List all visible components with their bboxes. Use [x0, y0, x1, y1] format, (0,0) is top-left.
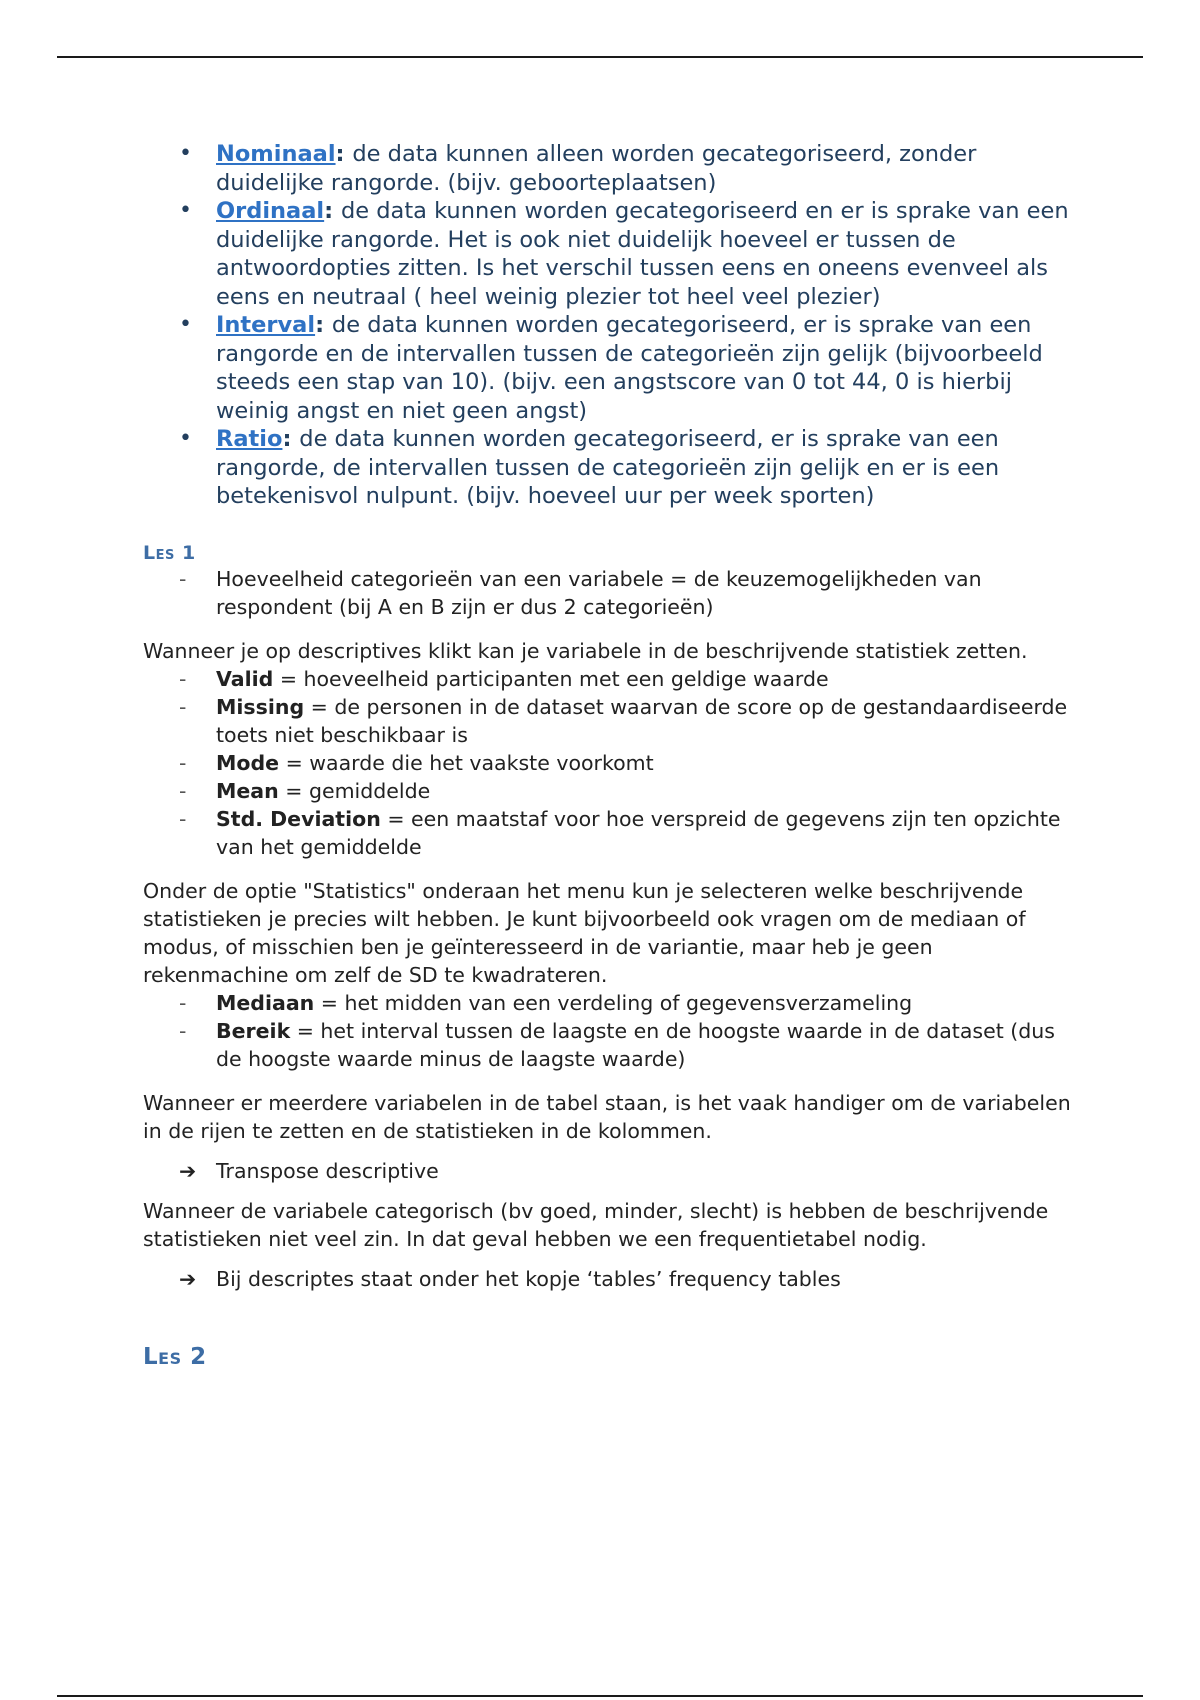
measurement-levels-list — [143, 140, 1073, 511]
dash-icon: - — [179, 806, 187, 831]
arrow-icon: ➔ — [179, 1266, 197, 1291]
arrow-icon: ➔ — [179, 1158, 197, 1183]
term-link[interactable]: Nominaal — [216, 141, 336, 167]
dash-icon: - — [179, 750, 187, 775]
term-link[interactable]: Ratio — [216, 426, 283, 452]
descriptives-definitions — [143, 665, 1073, 861]
section-heading-les-2: Les 2 — [143, 1343, 207, 1370]
header-rule — [57, 56, 1143, 58]
list-item: • Ordinaal: de data kunnen worden gecategoriseerd en er is sprake van een duidelijke rangorde. Het is ook niet duidelijk hoeveel er tussen de antwoordopties zitten. Is het verschil tussen eens en oneens evenveel als eens en neutraal ( heel weinig plezier tot heel veel plezier) — [179, 198, 1069, 310]
list-item: • Ratio: de data kunnen worden gecategoriseerd, er is sprake van een rangorde, de intervallen tussen de categorieën zijn gelijk en er is een betekenisvol nulpunt. (bijv. hoeveel uur per week sporten) — [179, 426, 1000, 509]
dash-icon: - — [179, 694, 187, 719]
list-item: - Missing = de personen in de dataset waarvan de score op de gestandaardiseerde toets niet beschikbaar is — [179, 694, 1068, 747]
list-item: - Hoeveelheid categorieën van een variabele = de keuzemogelijkheden van respondent (bij A en B zijn er dus 2 categorieën) — [179, 566, 982, 619]
arrow-item: ➔ Transpose descriptive — [179, 1158, 439, 1183]
list-item: - Mode = waarde die het vaakste voorkomt — [179, 750, 654, 775]
arrow-item: ➔ Bij descriptes staat onder het kopje ‘tables’ frequency tables — [179, 1266, 841, 1291]
list-item: • Nominaal: de data kunnen alleen worden gecategoriseerd, zonder duidelijke rangorde. (bijv. geboorteplaatsen) — [179, 141, 977, 196]
list-item: - Std. Deviation = een maatstaf voor hoe verspreid de gegevens zijn ten opzichte van het gemiddelde — [179, 806, 1061, 859]
paragraph: Wanneer er meerdere variabelen in de tabel staan, is het vaak handiger om de variabelen in de rijen te zetten en de statistieken in de kolommen. — [143, 1090, 1071, 1143]
dash-icon: - — [179, 1018, 187, 1043]
definition-text: de data kunnen worden gecategoriseerd en er is sprake van een duidelijke rangorde. Het is ook niet duidelijk hoeveel er tussen de antwoordopties zitten. Is het verschil tussen eens en oneens evenveel als eens en neutraal ( heel weinig plezier tot heel veel plezier) — [216, 198, 1069, 310]
statistics-definitions — [143, 989, 1073, 1073]
term-link[interactable]: Interval — [216, 312, 316, 338]
definition-text: de data kunnen alleen worden gecategoriseerd, zonder duidelijke rangorde. (bijv. geboorteplaatsen) — [216, 141, 977, 196]
list-item: • Interval: de data kunnen worden gecategoriseerd, er is sprake van een rangorde en de intervallen tussen de categorieën zijn gelijk (bijvoorbeeld steeds een stap van 10). (bijv. een angstscore van 0 tot 44, 0 is hierbij weinig angst en niet geen angst) — [179, 312, 1043, 424]
paragraph: Onder de optie "Statistics" onderaan het menu kun je selecteren welke beschrijvende statistieken je precies wilt hebben. Je kunt bijvoorbeeld ook vragen om de mediaan of modus, of misschien ben je geïnteresseerd in de variantie, maar heb je geen rekenmachine om zelf de SD te kwadrateren. — [143, 878, 1026, 987]
definition-text: de data kunnen worden gecategoriseerd, er is sprake van een rangorde, de intervallen tussen de categorieën zijn gelijk en er is een betekenisvol nulpunt. (bijv. hoeveel uur per week sporten) — [216, 426, 1000, 509]
bullet-icon: • — [179, 198, 192, 223]
dash-icon: - — [179, 990, 187, 1015]
document-body — [143, 140, 1073, 1371]
dash-icon: - — [179, 778, 187, 803]
list-item: - Valid = hoeveelheid participanten met een geldige waarde — [179, 666, 829, 691]
paragraph: Wanneer de variabele categorisch (bv goed, minder, slecht) is hebben de beschrijvende statistieken niet veel zin. In dat geval hebben we een frequentietabel nodig. — [143, 1198, 1049, 1251]
dash-icon: - — [179, 666, 187, 691]
dash-icon: - — [179, 566, 187, 591]
paragraph: Wanneer je op descriptives klikt kan je variabele in de beschrijvende statistiek zetten. — [143, 638, 1028, 663]
bullet-icon: • — [179, 426, 192, 451]
list-item: - Mean = gemiddelde — [179, 778, 431, 803]
list-item: - Bereik = het interval tussen de laagste en de hoogste waarde in de dataset (dus de hoogste waarde minus de laagste waarde) — [179, 1018, 1055, 1071]
footer-rule — [57, 1695, 1143, 1697]
definition-text: de data kunnen worden gecategoriseerd, er is sprake van een rangorde en de intervallen tussen de categorieën zijn gelijk (bijvoorbeeld steeds een stap van 10). (bijv. een angstscore van 0 tot 44, 0 is hierbij weinig angst en niet geen angst) — [216, 312, 1043, 424]
section-heading-les-1: Les 1 — [143, 541, 196, 564]
list-item: - Mediaan = het midden van een verdeling of gegevensverzameling — [179, 990, 913, 1015]
bullet-icon: • — [179, 312, 192, 337]
term-link[interactable]: Ordinaal — [216, 198, 325, 224]
bullet-icon: • — [179, 141, 192, 166]
categories-list — [143, 565, 1073, 621]
